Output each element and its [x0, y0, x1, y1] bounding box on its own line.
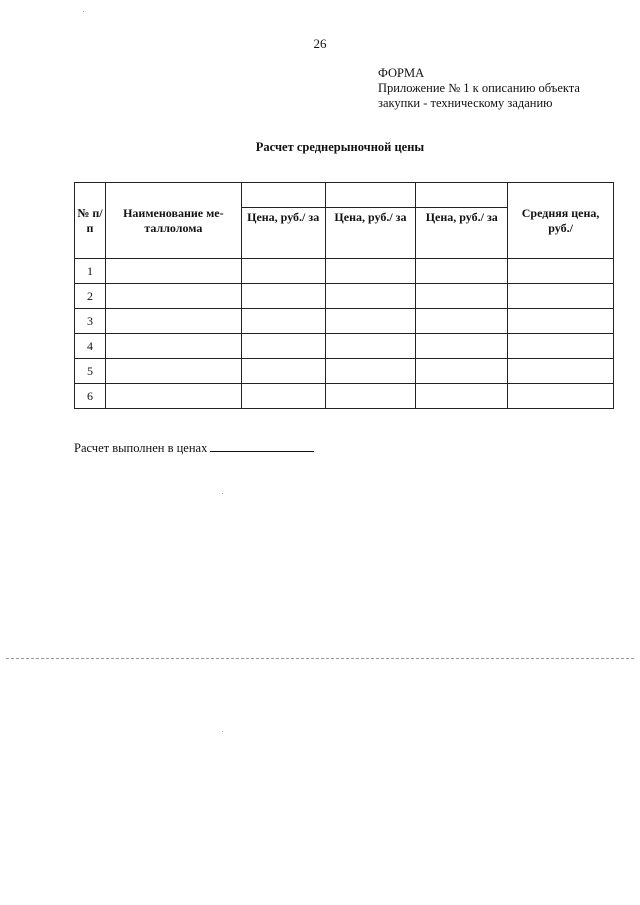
- scan-speck: [222, 493, 223, 494]
- scan-speck: [222, 731, 223, 732]
- page-fold-line: [6, 658, 634, 659]
- header-price-top-1: [241, 183, 325, 208]
- scan-speck: [83, 11, 84, 12]
- cell-price: [325, 384, 416, 409]
- cell-price: [325, 259, 416, 284]
- header-price-2: Цена, руб./ за: [325, 208, 416, 259]
- calculation-note-blank: [210, 440, 314, 452]
- cell-price: [241, 359, 325, 384]
- cell-price: [241, 334, 325, 359]
- form-appendix-line-2: закупки - техническому заданию: [378, 96, 553, 110]
- row-number: 1: [75, 259, 106, 284]
- header-price-top-2: [325, 183, 416, 208]
- calculation-note: [74, 440, 314, 456]
- cell-name: [105, 259, 241, 284]
- header-price-1: Цена, руб./ за: [241, 208, 325, 259]
- cell-average: [508, 384, 614, 409]
- header-price-top-3: [416, 183, 508, 208]
- cell-average: [508, 309, 614, 334]
- cell-price: [241, 384, 325, 409]
- form-appendix-line-1: Приложение № 1 к описанию объекта: [378, 81, 580, 95]
- cell-name: [105, 284, 241, 309]
- cell-average: [508, 259, 614, 284]
- row-number: 4: [75, 334, 106, 359]
- row-number: 6: [75, 384, 106, 409]
- cell-price: [241, 284, 325, 309]
- page-number: 26: [313, 36, 327, 51]
- calculation-note-text: Расчет выполнен в ценах: [74, 441, 208, 455]
- cell-price: [416, 309, 508, 334]
- form-header: [378, 66, 580, 111]
- table-row: [75, 384, 614, 409]
- table-row: [75, 259, 614, 284]
- cell-price: [241, 259, 325, 284]
- cell-price: [416, 284, 508, 309]
- cell-price: [325, 284, 416, 309]
- cell-price: [416, 384, 508, 409]
- price-calculation-table: [74, 182, 614, 409]
- cell-name: [105, 309, 241, 334]
- cell-price: [416, 259, 508, 284]
- cell-average: [508, 334, 614, 359]
- cell-price: [241, 309, 325, 334]
- cell-name: [105, 384, 241, 409]
- cell-average: [508, 359, 614, 384]
- table-row: [75, 359, 614, 384]
- cell-price: [325, 309, 416, 334]
- form-label: ФОРМА: [378, 66, 425, 80]
- header-average-price: Средняя цена, руб./: [508, 183, 614, 259]
- document-title: Расчет среднерыночной цены: [255, 140, 425, 154]
- row-number: 2: [75, 284, 106, 309]
- table-row: [75, 309, 614, 334]
- header-number: № п/п: [75, 183, 106, 259]
- cell-price: [325, 334, 416, 359]
- header-scrap-name: Наименование ме- таллолома: [105, 183, 241, 259]
- cell-price: [416, 334, 508, 359]
- cell-average: [508, 284, 614, 309]
- row-number: 3: [75, 309, 106, 334]
- table-row: [75, 284, 614, 309]
- header-price-3: Цена, руб./ за: [416, 208, 508, 259]
- cell-price: [325, 359, 416, 384]
- table-row: [75, 334, 614, 359]
- cell-name: [105, 359, 241, 384]
- cell-price: [416, 359, 508, 384]
- row-number: 5: [75, 359, 106, 384]
- cell-name: [105, 334, 241, 359]
